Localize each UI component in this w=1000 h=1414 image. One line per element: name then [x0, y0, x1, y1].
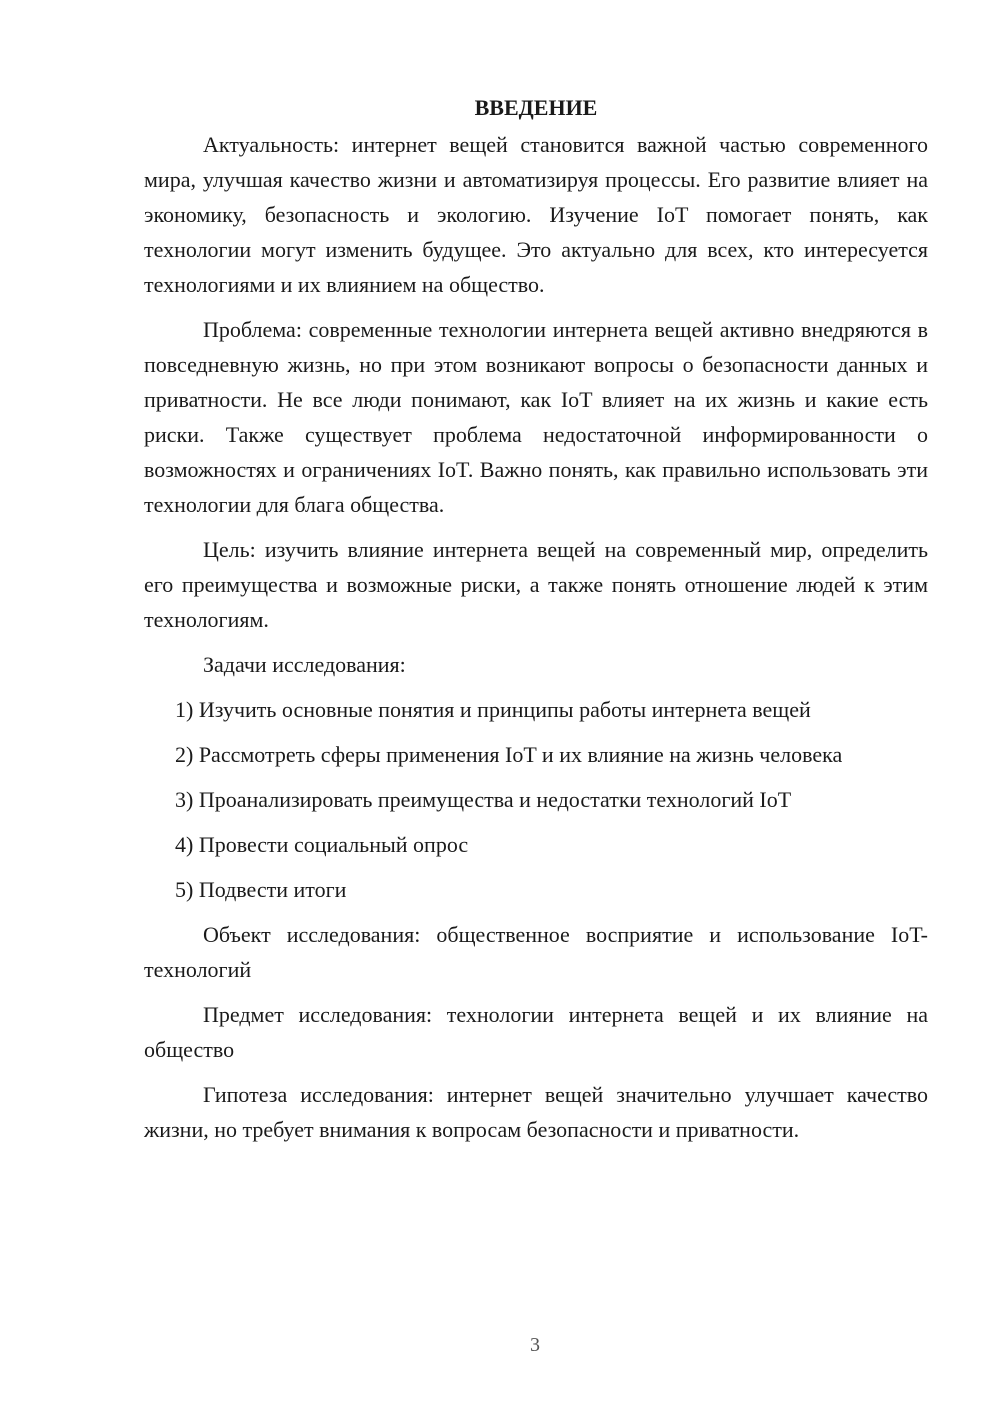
list-item: 5) Подвести итоги	[175, 877, 347, 902]
paragraph-goal: Цель: изучить влияние интернета вещей на современный мир, определить его преимущества и возможные риски, а также понять отношение людей к этим технологиям.	[144, 537, 928, 632]
page-body	[144, 90, 928, 1157]
page-title: ВВЕДЕНИЕ	[474, 95, 598, 120]
list-item: 3) Проанализировать преимущества и недостатки технологий IoT	[175, 787, 792, 812]
paragraph-object: Объект исследования: общественное восприятие и использование IoT-технологий	[144, 922, 928, 982]
tasks-list	[144, 692, 928, 907]
paragraph-problem: Проблема: современные технологии интернета вещей активно внедряются в повседневную жизнь, но при этом возникают вопросы о безопасности данных и приватности. Не все люди понимают, как IoT влияет на их жизнь и какие есть риски. Также существует проблема недостаточной информированности о возможностях и ограничениях IoT. Важно понять, как правильно использовать эти технологии для блага общества.	[144, 317, 928, 517]
paragraph-tasks-title: Задачи исследования:	[203, 652, 406, 677]
list-item: 2) Рассмотреть сферы применения IoT и их влияние на жизнь человека	[175, 742, 843, 767]
list-item: 4) Провести социальный опрос	[175, 832, 469, 857]
paragraph-subject: Предмет исследования: технологии интернета вещей и их влияние на общество	[144, 1002, 928, 1062]
list-item: 1) Изучить основные понятия и принципы работы интернета вещей	[175, 697, 811, 722]
paragraph-relevance: Актуальность: интернет вещей становится важной частью современного мира, улучшая качество жизни и автоматизируя процессы. Его развитие влияет на экономику, безопасность и экологию. Изучение IoT помогает понять, как технологии могут изменить будущее. Это актуально для всех, кто интересуется технологиями и их влиянием на общество.	[144, 132, 928, 297]
paragraph-hypothesis: Гипотеза исследования: интернет вещей значительно улучшает качество жизни, но требует внимания к вопросам безопасности и приватности.	[144, 1082, 928, 1142]
page-number: 3	[530, 1334, 540, 1356]
